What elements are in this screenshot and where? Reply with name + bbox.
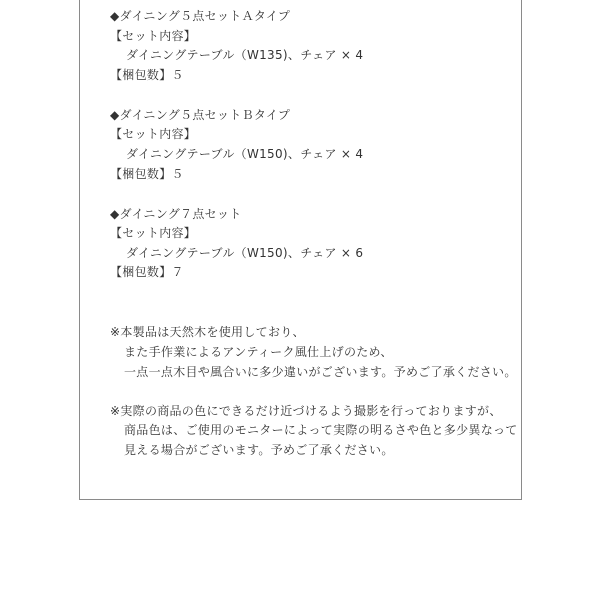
note-1-line-2: また手作業によるアンティーク風仕上げのため、 — [124, 345, 393, 359]
note-2-line-1: ※実際の商品の色にできるだけ近づけるよう撮影を行っておりますが、 — [110, 404, 502, 418]
set-7-heading: ◆ダイニング７点セット — [110, 207, 242, 221]
set-b-contents-label: 【セット内容】 — [110, 127, 197, 141]
set-a-heading: ◆ダイニング５点セットＡタイプ — [110, 9, 291, 23]
note-1-line-1: ※本製品は天然木を使用しており、 — [110, 325, 305, 339]
set-a-contents-label: 【セット内容】 — [110, 29, 197, 43]
set-a-contents: ダイニングテーブル（W135)、チェア × 4 — [126, 48, 364, 62]
note-2-line-3: 見える場合がございます。予めご了承ください。 — [124, 443, 394, 457]
set-a-packages: 【梱包数】５ — [110, 68, 184, 82]
set-b-heading: ◆ダイニング５点セットＢタイプ — [110, 108, 291, 122]
note-1-line-3: 一点一点木目や風合いに多少違いがございます。予めご了承ください。 — [124, 365, 517, 379]
set-7-packages: 【梱包数】７ — [110, 265, 184, 279]
set-b-packages: 【梱包数】５ — [110, 167, 184, 181]
note-2-line-2: 商品色は、ご使用のモニターによって実際の明るさや色と多少異なって — [124, 423, 518, 437]
set-7-contents-label: 【セット内容】 — [110, 226, 197, 240]
set-7-contents: ダイニングテーブル（W150)、チェア × 6 — [126, 246, 364, 260]
set-b-contents: ダイニングテーブル（W150)、チェア × 4 — [126, 147, 364, 161]
